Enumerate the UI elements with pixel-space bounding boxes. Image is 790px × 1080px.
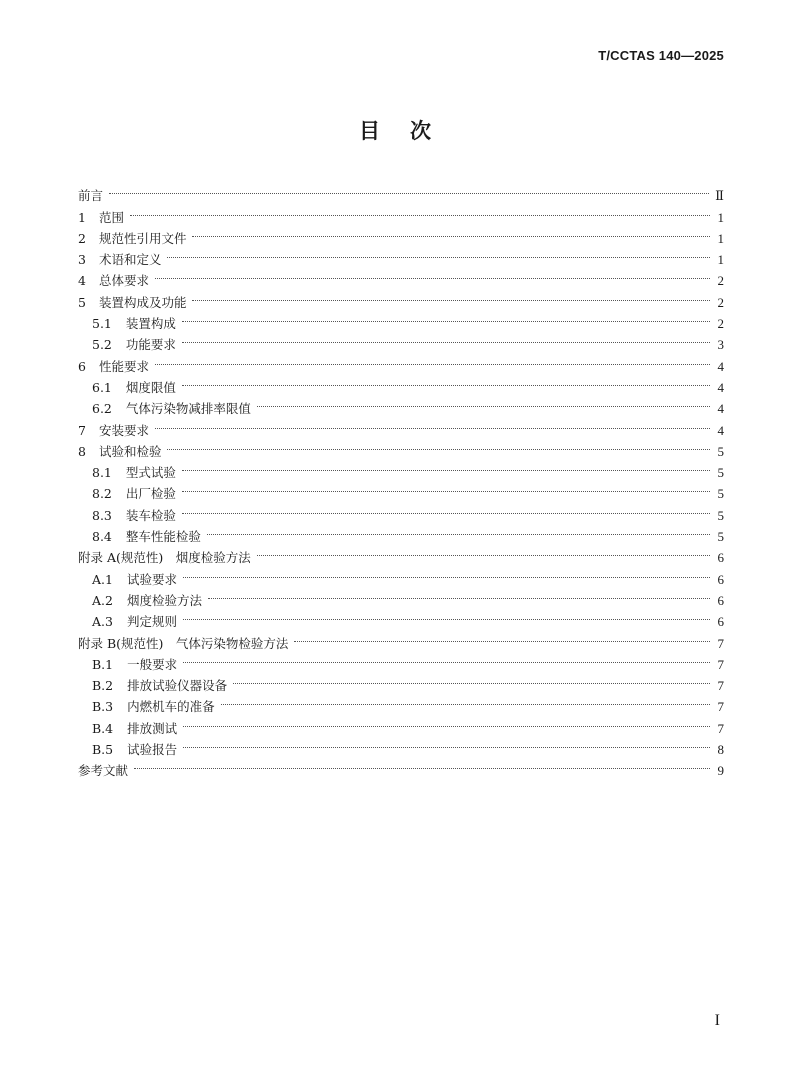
toc-entry-number: 7 [78, 422, 86, 438]
toc-dot-leader [257, 392, 710, 413]
toc-dot-leader [155, 264, 710, 285]
toc-entry-page: 7 [717, 699, 724, 715]
toc-entry-title: 判定规则 [126, 614, 177, 630]
toc-entry-number: 5 [78, 294, 86, 310]
toc-entry-page: 4 [717, 379, 724, 395]
toc-dot-leader [182, 371, 710, 392]
toc-entry-page: 4 [717, 422, 724, 438]
page-number: I [714, 1012, 720, 1029]
toc-dot-leader [167, 435, 710, 456]
toc-entry-page: 7 [717, 678, 724, 694]
toc-entry-number: 1 [78, 209, 86, 225]
toc-entry-page: Ⅱ [715, 188, 724, 204]
toc-entry[interactable] [78, 371, 724, 395]
toc-dot-leader [182, 328, 710, 349]
toc-dot-leader [183, 711, 710, 732]
toc-dot-leader [167, 243, 710, 264]
toc-entry[interactable] [78, 456, 724, 481]
toc-entry-page: 1 [717, 230, 724, 246]
toc-entry-number: 4 [78, 273, 86, 289]
toc-entry-number: 2 [78, 230, 86, 246]
toc-entry-number: B.5 [92, 742, 114, 758]
toc-entry-number: 8.2 [92, 486, 112, 502]
toc-entry-page: 7 [717, 656, 724, 672]
toc-dot-leader [109, 179, 709, 200]
toc-entry-number: 6.1 [92, 379, 112, 395]
toc-dot-leader [257, 541, 710, 562]
toc-entry-number: 5.1 [92, 316, 112, 332]
toc-entry-page: 2 [717, 294, 724, 310]
toc-entry-number: A.2 [92, 592, 113, 608]
toc-dot-leader [183, 733, 710, 754]
toc-entry-title: 型式试验 [125, 465, 176, 481]
toc-entry[interactable] [78, 179, 724, 204]
toc-entry-number: B.1 [92, 656, 114, 672]
toc-entry-page: 8 [717, 742, 724, 758]
toc-dot-leader [155, 349, 710, 370]
toc-entry[interactable] [78, 285, 724, 310]
toc-entry-title: 烟度限值 [125, 379, 176, 395]
toc-entry-title: 装置构成及功能 [98, 294, 187, 310]
toc-entry-page: 5 [717, 507, 724, 523]
toc-entry-title: 性能要求 [98, 358, 149, 374]
toc-entry-page: 7 [717, 720, 724, 736]
toc-entry-page: 5 [717, 529, 724, 545]
toc-entry[interactable] [78, 243, 724, 268]
toc-entry-title: 内燃机车的准备 [127, 699, 215, 715]
toc-entry-page: 5 [717, 443, 724, 459]
toc-dot-leader [221, 690, 710, 711]
toc-entry-page: 6 [717, 614, 724, 630]
toc-entry-number: 6.2 [92, 401, 112, 417]
toc-entry[interactable] [78, 200, 724, 225]
toc-entry-title: 整车性能检验 [125, 529, 201, 545]
toc-entry-title: 烟度检验方法 [126, 592, 202, 608]
toc-entry-title: 出厂检验 [125, 486, 176, 502]
toc-dot-leader [208, 584, 710, 605]
toc-entry-page: 5 [717, 465, 724, 481]
toc-entry-number: 8.1 [92, 465, 112, 481]
toc-entry-number: A.3 [92, 614, 113, 630]
toc-entry-title: 规范性引用文件 [98, 230, 187, 246]
toc-entry-number: 8.4 [92, 529, 112, 545]
toc-entry-title: 试验要求 [126, 571, 177, 587]
toc-entry-page: 7 [717, 635, 724, 651]
toc-entry-page: 6 [717, 550, 724, 566]
toc-dot-leader [155, 413, 710, 434]
toc-dot-leader [207, 520, 710, 541]
toc-entry[interactable] [78, 222, 724, 246]
toc-dot-leader [183, 562, 710, 583]
toc-entry-title: 排放测试 [127, 720, 178, 736]
toc-dot-leader [134, 754, 710, 775]
toc-entry-title: 参考文献 [78, 763, 129, 779]
page-title: 目次 [359, 119, 461, 143]
toc-entry-title: 附录 B(规范性) 气体污染物检验方法 [78, 635, 289, 651]
toc-entry-title: 一般要求 [127, 656, 178, 672]
toc-entry-page: 6 [717, 571, 724, 587]
toc-entry-page: 3 [717, 337, 724, 353]
standard-number: T/CCTAS 140—2025 [598, 48, 724, 63]
table-of-contents [78, 179, 724, 779]
toc-entry-title: 附录 A(规范性) 烟度检验方法 [78, 550, 251, 566]
toc-entry-title: 安装要求 [98, 422, 149, 438]
toc-entry-number: B.2 [92, 678, 114, 694]
toc-entry-page: 4 [717, 358, 724, 374]
toc-entry-page: 4 [717, 401, 724, 417]
toc-entry-title: 前言 [78, 188, 104, 204]
toc-entry-title: 气体污染物减排率限值 [125, 401, 251, 417]
toc-entry-title: 试验和检验 [98, 443, 162, 459]
toc-entry[interactable] [78, 264, 724, 289]
toc-entry-number: B.4 [92, 720, 114, 736]
toc-entry-title: 术语和定义 [98, 252, 162, 268]
toc-entry-page: 1 [717, 252, 724, 268]
toc-entry-title: 装车检验 [125, 507, 176, 523]
toc-entry-page: 9 [717, 763, 724, 779]
toc-dot-leader [233, 669, 710, 690]
toc-entry-number: 6 [78, 358, 86, 374]
toc-entry-page: 5 [717, 486, 724, 502]
toc-entry[interactable] [78, 349, 724, 374]
toc-dot-leader [182, 456, 710, 477]
toc-entry-page: 1 [717, 209, 724, 225]
toc-entry-page: 2 [717, 316, 724, 332]
toc-dot-leader [182, 498, 710, 519]
toc-dot-leader [183, 605, 710, 626]
toc-entry-number: 5.2 [92, 337, 112, 353]
toc-entry[interactable] [78, 435, 724, 459]
toc-dot-leader [182, 477, 710, 498]
toc-dot-leader [182, 307, 710, 328]
toc-dot-leader [192, 285, 710, 306]
toc-entry-title: 总体要求 [98, 273, 149, 289]
toc-entry-number: B.3 [92, 699, 114, 715]
toc-entry-title: 试验报告 [127, 742, 178, 758]
toc-dot-leader [192, 222, 710, 243]
toc-entry-number: A.1 [92, 571, 113, 587]
toc-entry-title: 装置构成 [125, 316, 176, 332]
toc-entry-title: 排放试验仪器设备 [127, 678, 228, 694]
toc-dot-leader [294, 626, 710, 647]
toc-entry[interactable] [78, 754, 724, 779]
toc-entry[interactable] [78, 413, 724, 438]
toc-entry-number: 3 [78, 252, 86, 268]
toc-entry-page: 2 [717, 273, 724, 289]
toc-entry-title: 范围 [98, 209, 124, 225]
toc-entry-number: 8.3 [92, 507, 112, 523]
toc-dot-leader [183, 648, 710, 669]
toc-dot-leader [130, 200, 710, 221]
toc-entry-title: 功能要求 [125, 337, 176, 353]
toc-entry-number: 8 [78, 443, 86, 459]
toc-entry-page: 6 [717, 592, 724, 608]
